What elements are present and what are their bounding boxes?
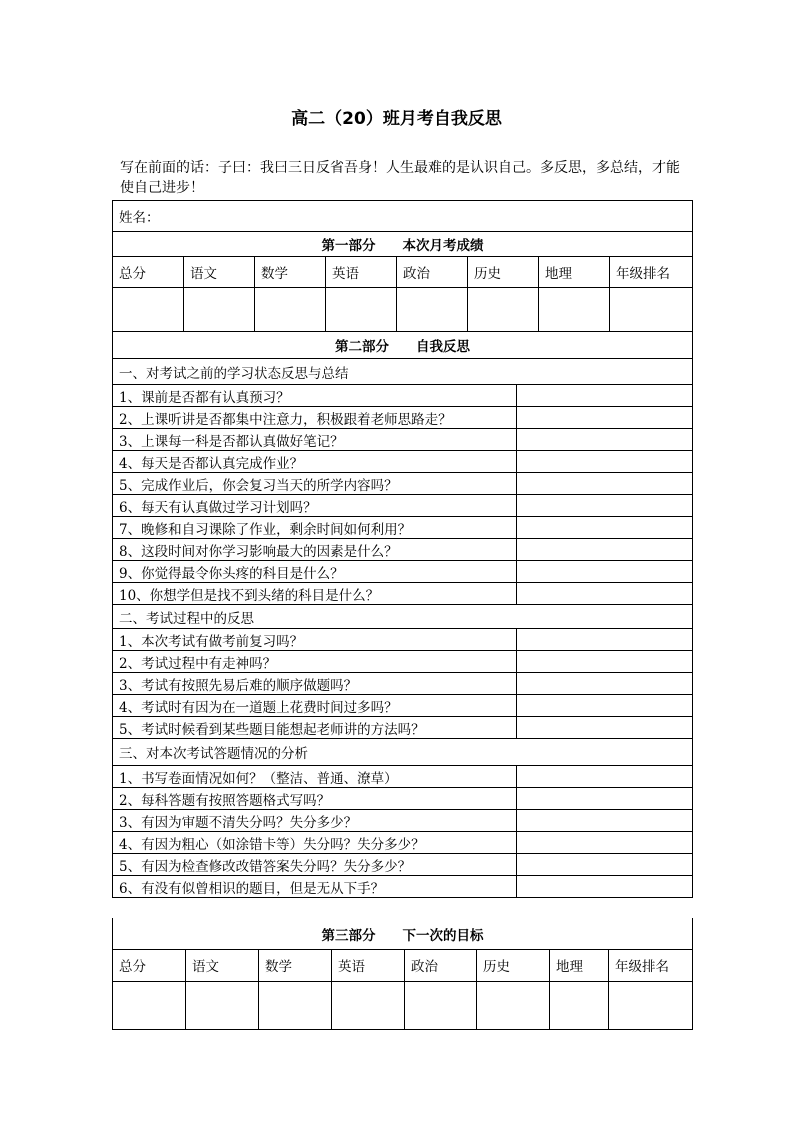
answer-cell[interactable] (517, 788, 693, 810)
goal-cell[interactable] (609, 981, 693, 1029)
question-item: 4、考试时有因为在一道题上花费时间过多吗？ (113, 695, 517, 717)
score-cell[interactable] (184, 288, 255, 332)
answer-cell[interactable] (517, 495, 693, 517)
part2-heading: 第二部分 自我反思 (113, 332, 693, 359)
answer-cell[interactable] (517, 385, 693, 407)
question-item: 10、你想学但是找不到头绪的科目是什么？ (113, 583, 517, 605)
goal-cell[interactable] (332, 981, 405, 1029)
question-item: 2、每科答题有按照答题格式写吗？ (113, 788, 517, 810)
subject-header: 历史 (468, 257, 539, 288)
question-item: 9、你觉得最令你头疼的科目是什么？ (113, 561, 517, 583)
answer-cell[interactable] (517, 429, 693, 451)
intro-text: 写在前面的话：子曰：我曰三日反省吾身！人生最难的是认识自己。多反思，多总结，才能使自己进步！ (120, 160, 680, 196)
subject-header: 年级排名 (609, 949, 693, 981)
subject-header: 政治 (397, 257, 468, 288)
subject-header: 数学 (255, 257, 326, 288)
answer-cell[interactable] (517, 717, 693, 739)
answer-cell[interactable] (517, 766, 693, 788)
question-item: 3、上课每一科是否都认真做好笔记？ (113, 429, 517, 451)
question-item: 6、有没有似曾相识的题目，但是无从下手？ (113, 876, 517, 898)
question-item: 3、有因为审题不清失分吗？失分多少？ (113, 810, 517, 832)
question-item: 4、每天是否都认真完成作业？ (113, 451, 517, 473)
answer-cell[interactable] (517, 854, 693, 876)
section-title: 三、对本次考试答题情况的分析 (113, 739, 693, 766)
question-item: 3、考试有按照先易后难的顺序做题吗？ (113, 673, 517, 695)
section-title: 二、考试过程中的反思 (113, 605, 693, 629)
answer-cell[interactable] (517, 561, 693, 583)
goal-cell[interactable] (186, 981, 259, 1029)
question-item: 5、考试时候看到某些题目能想起老师讲的方法吗？ (113, 717, 517, 739)
score-cell[interactable] (326, 288, 397, 332)
answer-cell[interactable] (517, 451, 693, 473)
score-cell[interactable] (610, 288, 693, 332)
answer-cell[interactable] (517, 629, 693, 651)
question-item: 5、有因为检查修改改错答案失分吗？失分多少？ (113, 854, 517, 876)
subject-header: 地理 (539, 257, 610, 288)
subject-header: 语文 (184, 257, 255, 288)
score-cell[interactable] (255, 288, 326, 332)
score-cell[interactable] (468, 288, 539, 332)
question-item: 1、本次考试有做考前复习吗？ (113, 629, 517, 651)
answer-cell[interactable] (517, 810, 693, 832)
question-item: 2、考试过程中有走神吗？ (113, 651, 517, 673)
subject-header: 年级排名 (610, 257, 693, 288)
section-title: 一、对考试之前的学习状态反思与总结 (113, 359, 693, 385)
question-item: 8、这段时间对你学习影响最大的因素是什么？ (113, 539, 517, 561)
answer-cell[interactable] (517, 517, 693, 539)
name-label: 姓名： (113, 201, 693, 232)
subject-header: 总分 (113, 949, 186, 981)
answer-cell[interactable] (517, 695, 693, 717)
question-item: 4、有因为粗心（如涂错卡等）失分吗？失分多少？ (113, 832, 517, 854)
score-cell[interactable] (539, 288, 610, 332)
subject-header: 总分 (113, 257, 184, 288)
question-item: 2、上课听讲是否都集中注意力，积极跟着老师思路走？ (113, 407, 517, 429)
question-item: 5、完成作业后，你会复习当天的所学内容吗？ (113, 473, 517, 495)
subject-header: 语文 (186, 949, 259, 981)
part1-heading: 第一部分 本次月考成绩 (113, 232, 693, 257)
goal-cell[interactable] (259, 981, 332, 1029)
goal-table (112, 918, 693, 1030)
subject-header: 数学 (259, 949, 332, 981)
goal-cell[interactable] (550, 981, 609, 1029)
question-item: 1、课前是否都有认真预习？ (113, 385, 517, 407)
answer-cell[interactable] (517, 407, 693, 429)
page-title: 高二（20）班月考自我反思 (291, 109, 502, 129)
part3-heading: 第三部分 下一次的目标 (113, 919, 693, 949)
subject-header: 历史 (477, 949, 550, 981)
goal-cell[interactable] (405, 981, 477, 1029)
answer-cell[interactable] (517, 539, 693, 561)
subject-header: 英语 (326, 257, 397, 288)
question-item: 6、每天有认真做过学习计划吗？ (113, 495, 517, 517)
goal-cell[interactable] (477, 981, 550, 1029)
score-cell[interactable] (113, 288, 184, 332)
question-item: 1、书写卷面情况如何？（整洁、普通、潦草） (113, 766, 517, 788)
subject-header: 政治 (405, 949, 477, 981)
question-item: 7、晚修和自习课除了作业，剩余时间如何利用？ (113, 517, 517, 539)
answer-cell[interactable] (517, 583, 693, 605)
answer-cell[interactable] (517, 473, 693, 495)
subject-header: 地理 (550, 949, 609, 981)
answer-cell[interactable] (517, 876, 693, 898)
subject-header: 英语 (332, 949, 405, 981)
goal-cell[interactable] (113, 981, 186, 1029)
answer-cell[interactable] (517, 673, 693, 695)
answer-cell[interactable] (517, 651, 693, 673)
score-cell[interactable] (397, 288, 468, 332)
reflection-table (112, 200, 693, 898)
answer-cell[interactable] (517, 832, 693, 854)
